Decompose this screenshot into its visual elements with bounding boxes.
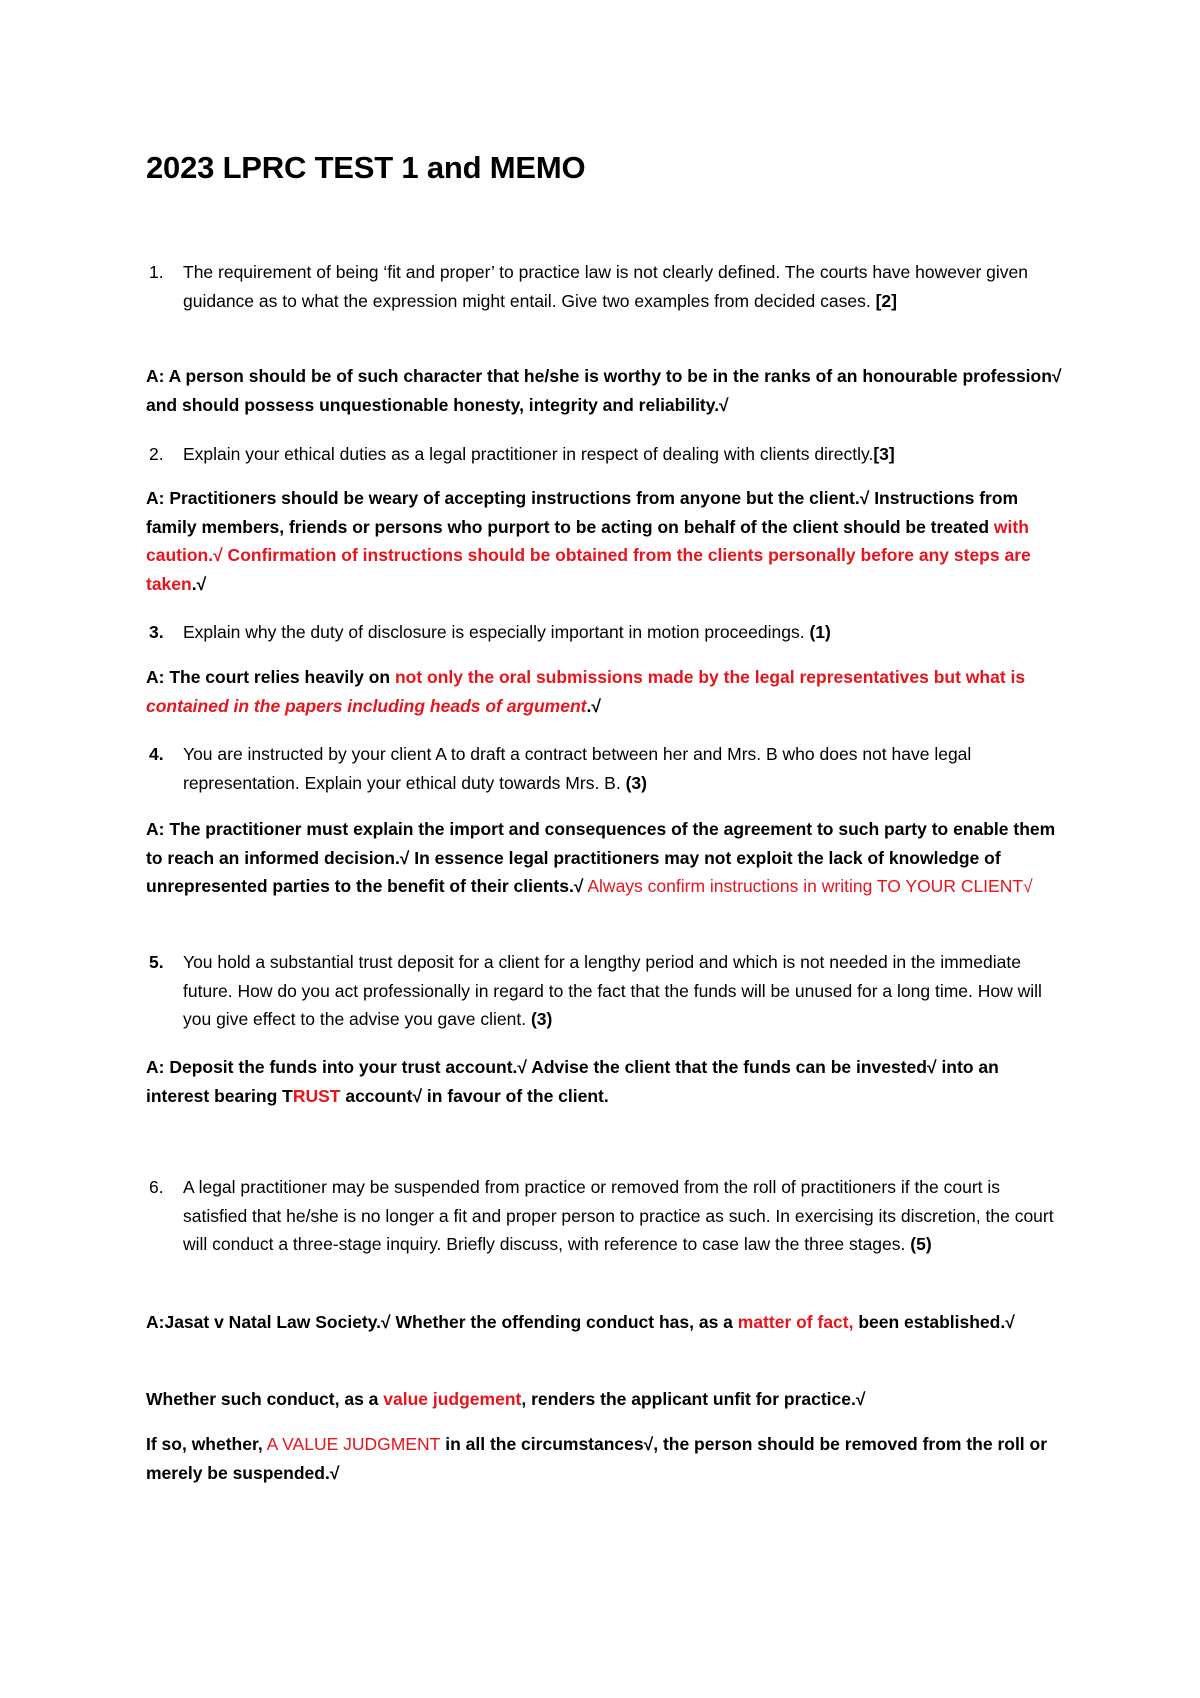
question-marks: (1)	[809, 622, 831, 642]
answer-text-end: been established.√	[853, 1312, 1015, 1332]
question-4	[149, 740, 1063, 797]
question-number: 5.	[149, 952, 164, 972]
answer-text: If so, whether,	[146, 1434, 263, 1454]
question-3	[149, 618, 1063, 647]
question-number: 3.	[149, 622, 164, 642]
question-6	[149, 1173, 1063, 1259]
answer-highlight: A VALUE JUDGMENT	[262, 1434, 441, 1454]
question-text: The requirement of being ‘fit and proper’ to practice law is not clearly defined. The courts have however given guidance as to what the expression might entail. Give two examples from decided cases.	[183, 262, 1028, 311]
document-title: 2023 LPRC TEST 1 and MEMO	[146, 150, 586, 185]
answer-text-end: in all the circumstances√, the person should be removed from the roll or merely be suspended.√	[146, 1434, 1048, 1483]
answer-4	[146, 815, 1066, 901]
question-text: Explain your ethical duties as a legal practitioner in respect of dealing with clients directly.	[183, 444, 874, 464]
answer-text-end: .√	[586, 695, 601, 716]
answer-text: A: The court relies heavily on	[146, 667, 391, 687]
answer-text-end: , renders the applicant unfit for practice.√	[521, 1389, 866, 1409]
answer-6-stage-2	[146, 1385, 1086, 1414]
question-marks: [3]	[873, 444, 895, 464]
answer-highlight: value judgement	[378, 1389, 522, 1409]
question-marks: (5)	[910, 1234, 932, 1255]
answer-text: A:Jasat v Natal Law Society.√ Whether the offending conduct has, as a	[146, 1312, 733, 1332]
question-number: 6.	[149, 1177, 164, 1197]
question-text: A legal practitioner may be suspended from practice or removed from the roll of practitioners if the court is satisfied that he/she is no longer a fit and proper person to practice as such. In exercising its discretion, the court will conduct a three-stage inquiry. Briefly discuss, with reference to case law the three stages.	[183, 1177, 1054, 1255]
answer-highlight: with caution.√ Confirmation of instructions should be obtained from the clients personally before any steps are taken	[146, 516, 1031, 594]
answer-6-stage-3	[146, 1430, 1066, 1487]
answer-1	[146, 362, 1066, 419]
question-1	[149, 258, 1063, 315]
question-marks: [2]	[875, 290, 897, 311]
answer-text: A: Deposit the funds into your trust account.√ Advise the client that the funds can be invested√ into an interest bearing T	[146, 1057, 999, 1106]
answer-highlight: RUST	[292, 1085, 341, 1106]
answer-2	[146, 484, 1066, 598]
answer-highlight-italic: contained in the papers including heads of argument	[146, 695, 587, 716]
answer-6	[146, 1308, 1066, 1337]
question-2	[149, 440, 1063, 469]
question-marks: (3)	[625, 772, 647, 793]
answer-text-end: .√	[191, 573, 207, 594]
question-number: 2.	[149, 444, 164, 464]
answer-highlight: matter of fact,	[732, 1312, 854, 1332]
answer-text: Whether such conduct, as a	[146, 1389, 379, 1409]
answer-3	[146, 663, 1066, 720]
question-number: 4.	[149, 744, 164, 764]
answer-text-end: account√ in favour of the client.	[340, 1085, 609, 1106]
question-5	[149, 948, 1063, 1034]
question-number: 1.	[149, 262, 164, 282]
question-text: Explain why the duty of disclosure is especially important in motion proceedings.	[183, 622, 805, 642]
answer-text: A: The practitioner must explain the import and consequences of the agreement to such party to enable them to reach an informed decision.√ In essence legal practitioners may not exploit the lack of knowledge of unrepresented parties to the benefit of their clients.√	[146, 819, 1056, 897]
answer-highlight: Always confirm instructions in writing TO YOUR CLIENT√	[583, 876, 1033, 897]
answer-5	[146, 1053, 1066, 1110]
question-text: You are instructed by your client A to draft a contract between her and Mrs. B who does not have legal representation. Explain your ethical duty towards Mrs. B.	[183, 744, 972, 793]
answer-text: A: A person should be of such character that he/she is worthy to be in the ranks of an honourable profession√ and should possess unquestionable honesty, integrity and reliability.√	[146, 366, 1062, 415]
answer-highlight: not only the oral submissions made by the legal representatives but what is	[390, 667, 1026, 687]
question-text: You hold a substantial trust deposit for a client for a lengthy period and which is not needed in the immediate future. How do you act professionally in regard to the fact that the funds will be unused for a long time. How will you give effect to the advise you gave client.	[183, 952, 1042, 1030]
answer-text: A: Practitioners should be weary of accepting instructions from anyone but the client.√ Instructions from family members, friends or persons who purport to be acting on behalf of the client should be treated	[146, 488, 1019, 537]
question-marks: (3)	[530, 1009, 553, 1030]
